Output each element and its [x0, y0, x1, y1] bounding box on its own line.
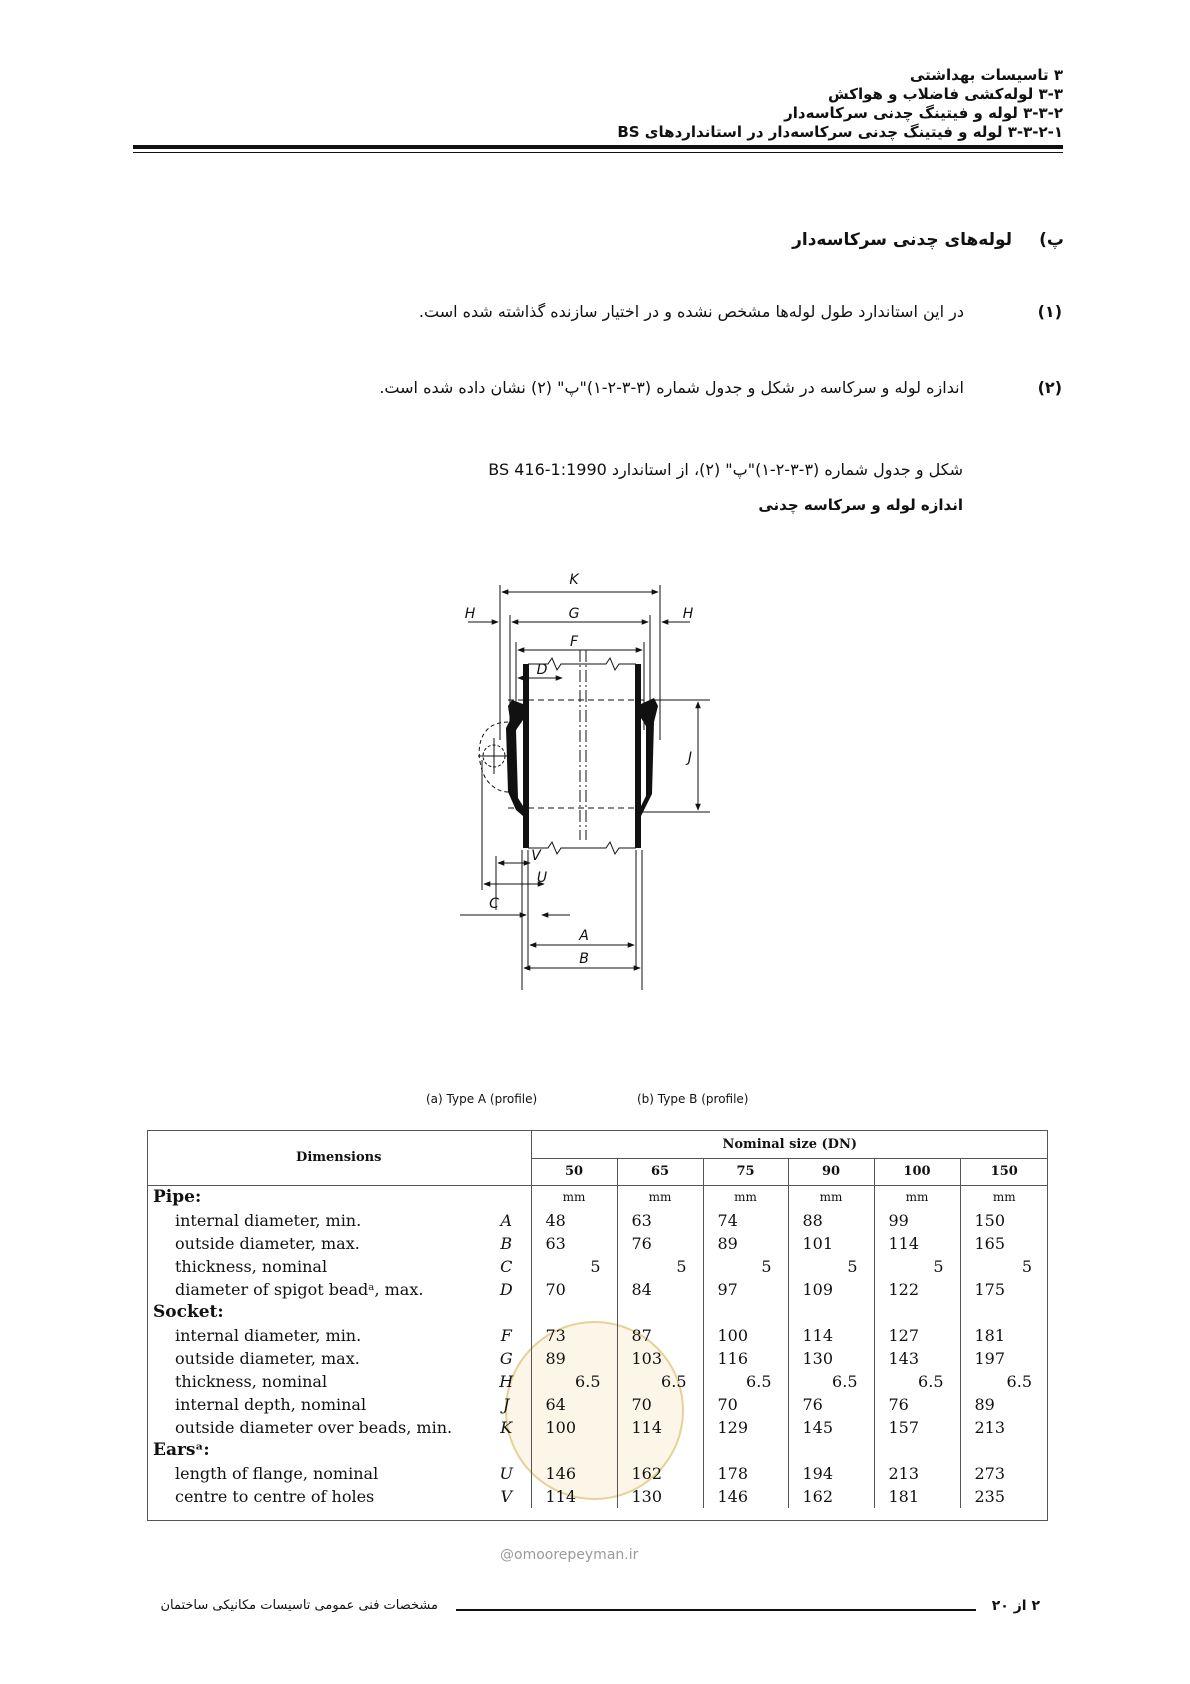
- table-row: [147, 1370, 1048, 1393]
- cell: 74: [703, 1209, 788, 1232]
- cell: 89: [531, 1347, 617, 1370]
- label-K: K: [569, 572, 579, 588]
- label-B: B: [579, 951, 589, 967]
- row-desc: thickness, nominal: [175, 1371, 328, 1391]
- item-number-2: (۲): [1037, 378, 1062, 397]
- table-row: [147, 1462, 1048, 1485]
- header-line-2: ۳-۳ لوله‌کشی فاضلاب و هواکش: [828, 85, 1063, 103]
- cell: 84: [617, 1278, 703, 1301]
- row-symbol: A: [500, 1210, 513, 1230]
- row-symbol: V: [500, 1486, 513, 1506]
- size-header: 65: [617, 1158, 703, 1185]
- row-desc: centre to centre of holes: [175, 1486, 375, 1506]
- cell: 127: [874, 1324, 960, 1347]
- cell: 63: [531, 1232, 617, 1255]
- unit-cell: mm: [703, 1185, 788, 1209]
- cell: 88: [788, 1209, 874, 1232]
- size-header: 90: [788, 1158, 874, 1185]
- footer-title: مشخصات فنی عمومی تاسیسات مکانیکی ساختمان: [160, 1598, 438, 1613]
- cell: 6.5: [960, 1370, 1048, 1393]
- cell: 235: [960, 1485, 1048, 1508]
- cell: 6.5: [788, 1370, 874, 1393]
- row-desc: outside diameter, max.: [175, 1348, 360, 1368]
- cell: 48: [531, 1209, 617, 1232]
- cell: 175: [960, 1278, 1048, 1301]
- label-U: U: [536, 870, 548, 886]
- group-socket: Socket:: [153, 1302, 224, 1322]
- figure-sub-a: (a) Type A (profile): [426, 1092, 538, 1106]
- row-desc: diameter of spigot beadᵃ, max.: [175, 1279, 424, 1299]
- row-symbol: G: [499, 1348, 513, 1368]
- cell: 64: [531, 1393, 617, 1416]
- cell: 162: [617, 1462, 703, 1485]
- cell: 6.5: [617, 1370, 703, 1393]
- figure-caption: شکل و جدول شماره (۳-۳-۲-۱)"پ" (۲)، از استاندارد BS 416-1:1990: [488, 460, 963, 479]
- cell: 146: [531, 1462, 617, 1485]
- cell: 100: [531, 1416, 617, 1439]
- cell: 5: [960, 1255, 1048, 1278]
- label-H-left: H: [464, 606, 476, 622]
- cell: 6.5: [874, 1370, 960, 1393]
- row-desc: outside diameter over beads, min.: [175, 1417, 453, 1437]
- size-header: 150: [960, 1158, 1048, 1185]
- cell: 6.5: [531, 1370, 617, 1393]
- cell: 70: [617, 1393, 703, 1416]
- cell: 87: [617, 1324, 703, 1347]
- cell: 213: [874, 1462, 960, 1485]
- row-symbol: F: [500, 1325, 512, 1345]
- cell: 5: [617, 1255, 703, 1278]
- unit-cell: mm: [788, 1185, 874, 1209]
- header-rule-thick: [133, 145, 1063, 149]
- item-number-1: (۱): [1037, 302, 1062, 321]
- header-line-1: ۳ تاسیسات بهداشتی: [909, 66, 1063, 84]
- row-symbol: J: [503, 1394, 510, 1414]
- cell: 178: [703, 1462, 788, 1485]
- label-V: V: [531, 848, 541, 864]
- label-D: D: [536, 662, 548, 678]
- row-symbol: D: [499, 1279, 513, 1299]
- label-A: A: [579, 928, 589, 944]
- row-desc: length of flange, nominal: [175, 1463, 379, 1483]
- label-J: J: [687, 750, 693, 766]
- cell: 89: [960, 1393, 1048, 1416]
- header-rule-thin: [133, 152, 1063, 153]
- cell: 100: [703, 1324, 788, 1347]
- group-pipe: Pipe:: [153, 1187, 202, 1207]
- row-desc: outside diameter, max.: [175, 1233, 360, 1253]
- cell: 73: [531, 1324, 617, 1347]
- pipe-socket-drawing: [420, 570, 710, 1055]
- unit-cell: mm: [531, 1185, 617, 1209]
- row-symbol: C: [500, 1256, 513, 1276]
- cell: 114: [874, 1232, 960, 1255]
- row-symbol: B: [500, 1233, 513, 1253]
- label-G: G: [568, 606, 580, 622]
- page-number: ۲ از ۲۰: [991, 1598, 1040, 1614]
- cell: 70: [531, 1278, 617, 1301]
- item-text-2: اندازه لوله و سرکاسه در شکل و جدول شماره (۳-۳-۲-۱)"پ" (۲) نشان داده شده است.: [379, 378, 964, 397]
- cell: 181: [960, 1324, 1048, 1347]
- figure-sub-b: (b) Type B (profile): [637, 1092, 749, 1106]
- table-row: [147, 1347, 1048, 1370]
- cell: 130: [617, 1485, 703, 1508]
- watermark-site: @omoorepeyman.ir: [500, 1547, 639, 1563]
- cell: 116: [703, 1347, 788, 1370]
- cell: 213: [960, 1416, 1048, 1439]
- row-desc: internal diameter, min.: [175, 1325, 362, 1345]
- size-header: 50: [531, 1158, 617, 1185]
- cell: 194: [788, 1462, 874, 1485]
- nominal-size-header: Nominal size (DN): [531, 1131, 1048, 1158]
- dimensions-header: Dimensions: [147, 1131, 531, 1185]
- cell: 101: [788, 1232, 874, 1255]
- cell: 5: [703, 1255, 788, 1278]
- cell: 129: [703, 1416, 788, 1439]
- header-line-3: ۳-۳-۲ لوله و فیتینگ چدنی سرکاسه‌دار: [784, 104, 1063, 122]
- label-H-right: H: [682, 606, 694, 622]
- table-row: [147, 1278, 1048, 1301]
- cell: 143: [874, 1347, 960, 1370]
- cell: 114: [788, 1324, 874, 1347]
- cell: 103: [617, 1347, 703, 1370]
- section-title: لوله‌های چدنی سرکاسه‌دار: [792, 230, 1012, 250]
- footer-rule: [456, 1609, 976, 1611]
- row-symbol: K: [500, 1417, 513, 1437]
- cell: 5: [788, 1255, 874, 1278]
- unit-cell: mm: [617, 1185, 703, 1209]
- table-row: [147, 1393, 1048, 1416]
- table-row: [147, 1324, 1048, 1347]
- size-header: 75: [703, 1158, 788, 1185]
- row-desc: internal diameter, min.: [175, 1210, 362, 1230]
- size-header: 100: [874, 1158, 960, 1185]
- cell: 63: [617, 1209, 703, 1232]
- table-row: [147, 1416, 1048, 1439]
- row-symbol: H: [499, 1371, 514, 1391]
- cell: 109: [788, 1278, 874, 1301]
- unit-cell: mm: [960, 1185, 1048, 1209]
- cell: 70: [703, 1393, 788, 1416]
- cell: 97: [703, 1278, 788, 1301]
- row-desc: internal depth, nominal: [175, 1394, 367, 1414]
- table-row: [147, 1232, 1048, 1255]
- item-text-1: در این استاندارد طول لوله‌ها مشخص نشده و در اختیار سازنده گذاشته شده است.: [418, 302, 964, 321]
- unit-cell: mm: [874, 1185, 960, 1209]
- table-row: [147, 1255, 1048, 1278]
- figure-subtitle: اندازه لوله و سرکاسه چدنی: [758, 496, 963, 514]
- cell: 197: [960, 1347, 1048, 1370]
- cell: 162: [788, 1485, 874, 1508]
- cell: 130: [788, 1347, 874, 1370]
- cell: 76: [617, 1232, 703, 1255]
- label-C: C: [489, 896, 499, 912]
- cell: 181: [874, 1485, 960, 1508]
- cell: 157: [874, 1416, 960, 1439]
- row-symbol: U: [499, 1463, 513, 1483]
- table-row: [147, 1485, 1048, 1508]
- cell: 150: [960, 1209, 1048, 1232]
- cell: 6.5: [703, 1370, 788, 1393]
- cell: 5: [531, 1255, 617, 1278]
- row-desc: thickness, nominal: [175, 1256, 328, 1276]
- table-row: [147, 1209, 1048, 1232]
- cell: 114: [617, 1416, 703, 1439]
- cell: 146: [703, 1485, 788, 1508]
- cell: 122: [874, 1278, 960, 1301]
- cell: 145: [788, 1416, 874, 1439]
- cell: 273: [960, 1462, 1048, 1485]
- cell: 5: [874, 1255, 960, 1278]
- cell: 99: [874, 1209, 960, 1232]
- cell: 76: [788, 1393, 874, 1416]
- cell: 76: [874, 1393, 960, 1416]
- header-line-4: ۳-۳-۲-۱ لوله و فیتینگ چدنی سرکاسه‌دار در استانداردهای BS: [617, 123, 1063, 141]
- cell: 89: [703, 1232, 788, 1255]
- cell: 114: [531, 1485, 617, 1508]
- label-F: F: [569, 634, 579, 650]
- cell: 165: [960, 1232, 1048, 1255]
- section-marker: پ): [1039, 230, 1064, 250]
- dimensions-table: [147, 1131, 1048, 1508]
- group-ears: Earsᵃ:: [153, 1440, 210, 1460]
